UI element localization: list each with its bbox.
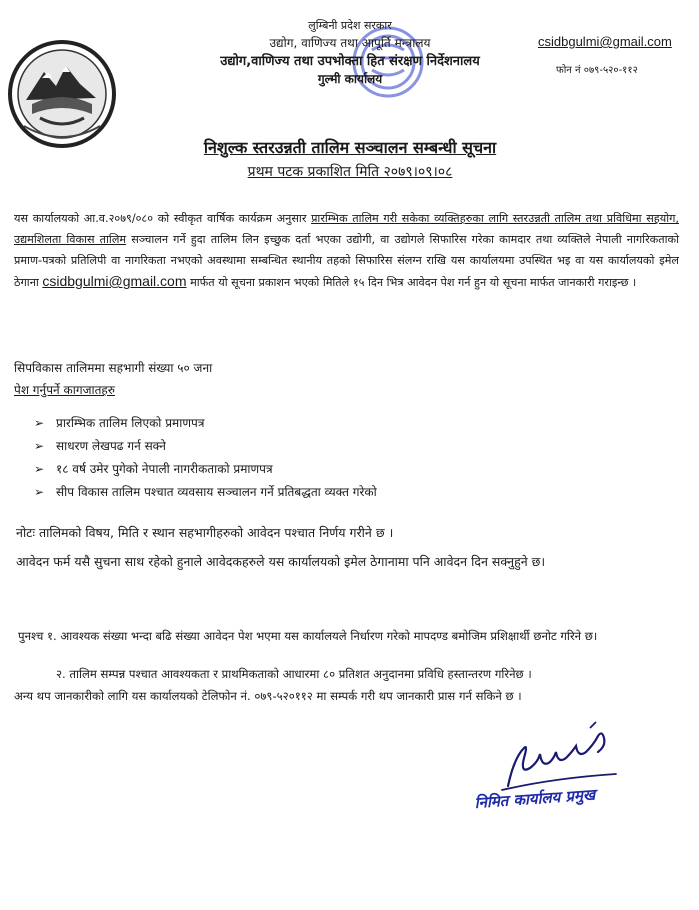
header-ministry: उद्योग, वाणिज्य तथा आपूर्ति मन्त्रालय (269, 36, 431, 50)
training-name: प्रारम्भिक तालिम गरी सकेका व्यक्तिहरुका लागि स्तरउन्नती तालिम तथा प्रविधिमा सहयोग, उद्यमशिलता विकास तालिम (14, 212, 679, 246)
document-text: प्रारम्भिक तालिम लिएको प्रमाणपत्र (56, 416, 205, 430)
bullet-arrow-icon: ➢ (34, 439, 45, 453)
note-application-form: आवेदन फर्म यसै सुचना साथ रहेको हुनाले आवेदकहरुले यस कार्यालयको इमेल ठेगानामा पनि आवेदन दिन सक्नुहुने छ। (16, 554, 546, 569)
header-email: csidbgulmi@gmail.com (538, 34, 672, 49)
nepal-emblem-logo (6, 38, 118, 150)
body-text-c: मार्फत यो सूचना प्रकाशन भएको मितिले १५ दिन भित्र आवेदन पेश गर्न हुन यो सूचना मार्फत जानकारी गराइन्छ । (186, 276, 637, 289)
bullet-arrow-icon: ➢ (34, 485, 45, 499)
participant-count: सिपविकास तालिममा सहभागी संख्या ५० जना (14, 361, 213, 375)
list-item (34, 414, 377, 437)
header-phone: फोन नं ०७९-५२०-११२ (556, 65, 638, 76)
header-office: गुल्मी कार्यालय (317, 72, 383, 86)
body-text-a: यस कार्यालयको आ.व.२०७९/०८० को स्वीकृत वार्षिक कार्यक्रम अनुसार (14, 212, 312, 225)
signatory-title: निमित कार्यालय प्रमुख (474, 785, 596, 812)
list-item (34, 460, 377, 483)
documents-heading: पेश गर्नुपर्ने कागजातहरु (14, 383, 115, 397)
list-item (34, 437, 377, 460)
postscript-subsidy: २. तालिम सम्पन्न पश्चात आवश्यकता र प्राथमिकताको आधारमा ८० प्रतिशत अनुदानमा प्रविधि हस्तान्तरण गरिनेछ । (56, 667, 532, 681)
notice-title: निशुल्क स्तरउन्नती तालिम सञ्चालन सम्बन्धी सूचना (203, 138, 497, 157)
publish-date: प्रथम पटक प्रकाशित मिति २०७९।०९।०८ (247, 164, 453, 180)
document-text: १८ वर्ष उमेर पुगेको नेपाली नागरीकताको प्रमाणपत्र (56, 462, 273, 476)
bullet-arrow-icon: ➢ (34, 416, 45, 430)
list-item (34, 483, 377, 506)
body-text-b: सञ्चालन गर्ने हुदा तालिम लिन इच्छुक दर्ता भएका उद्योगी, वा उद्योगले सिफारिस गरेका कामदार तथा व्यक्तिले नेपाली नागरिकताको प्रमाण-पत्रको प्रतिलिपी वा नागरिकता नभएको अवस्थामा सम्बन्धित स्थानीय तहको सिफारिस संलग्न राखि यस कार्यालयमा उपस्थित भइ वा यस कार्यालयको इमेल ठेगाना (14, 233, 680, 289)
contact-info: अन्य थप जानकारीको लागि यस कार्यालयको टेलिफोन नं. ०७९-५२०११२ मा सम्पर्क गरी थप जानकारी प्रास गर्न सकिने छ । (14, 689, 522, 703)
document-text: साधरण लेखपढ गर्न सक्ने (56, 439, 166, 453)
document-text: सीप विकास तालिम पश्चात व्यवसाय सञ्चालन गर्ने प्रतिबद्धता व्यक्त गरेको (56, 485, 377, 499)
documents-list (34, 414, 377, 506)
header-directorate: उद्योग,वाणिज्य तथा उपभोक्ता हित संरक्षण निर्देशनालय (220, 54, 480, 69)
header-province: लुम्बिनी प्रदेश सरकार (308, 19, 392, 32)
bullet-arrow-icon: ➢ (34, 462, 45, 476)
notice-body-paragraph (14, 208, 679, 293)
note-decision: नोटः तालिमको विषय, मिति र स्थान सहभागीहरुको आवेदन पश्चात निर्णय गरीने छ । (16, 525, 394, 540)
postscript-selection: पुनश्च १. आवश्यक संख्या भन्दा बढि संख्या आवेदन पेश भएमा यस कार्यालयले निर्धारण गरेको मापदण्ड बमोजिम प्रशिक्षार्थी छनोट गरिने छ। (18, 629, 598, 643)
body-email: csidbgulmi@gmail.com (42, 273, 187, 289)
